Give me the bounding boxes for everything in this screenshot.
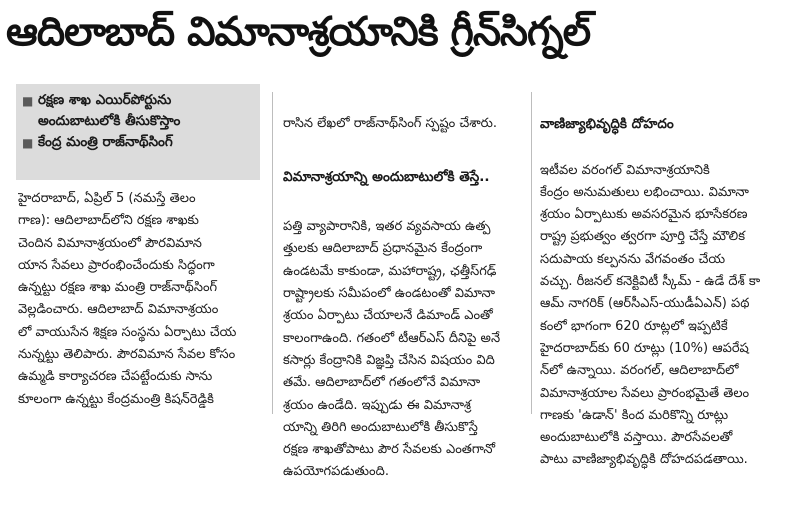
square-bullet-icon: ■ [22,136,34,150]
column-divider [272,92,273,414]
headline: ఆదిలాబాద్ విమానాశ్రయానికి గ్రీన్‌సిగ్నల్ [6,9,591,55]
left-column-body: హైదరాబాద్, ఏప్రిల్ 5 (నమస్తే తెలం గాణ): ఆదిలాబాద్‌లోని రక్షణ శాఖకు చెందిన విమానాశ్రయంలో పౌరవిమాన యాన సేవలు ప్రారంభించేందుకు సిద్ధంగా ఉన్నట్టు రక్షణ శాఖ మంత్రి రాజ్‌నాథ్‌సింగ్ వెల్లడించారు. ఆదిలాబాద్ విమానాశ్రయం లో వాయుసేన శిక్షణ సంస్థను ఏర్పాటు చేయ నున్నట్టు తెలిపారు. పౌరవిమాన సేవల కోసం ఉమ్మడి కార్యాచరణ చేపట్టేందుకు సాను కూలంగా ఉన్నట్టు కేంద్రమంత్రి కిషన్‌రెడ్డికి [18,191,237,407]
highlight-item [22,132,254,154]
square-bullet-icon: ■ [22,94,34,108]
middle-column [283,91,525,506]
highlights-box [16,84,260,180]
right-column [540,91,784,494]
highlight-text: రక్షణ శాఖ ఎయిర్‌పోర్టును అందుబాటులోకి తీసుకొస్తాం [38,92,181,129]
column-divider [531,92,532,414]
highlight-text: కేంద్ర మంత్రి రాజ్‌నాథ్‌సింగ్ [38,134,173,150]
middle-column-body: పత్తి వ్యాపారానికి, ఇతర వ్యవసాయ ఉత్ప త్తులకు ఆదిలాబాద్ ప్రధానమైన కేంద్రంగా ఉండటమే కాకుండా, మహారాష్ట్ర, ఛత్తీస్‌గఢ్ రాష్ట్రాలకు సమీపంలో ఉండటంతో విమానా శ్రయం ఏర్పాటు చేయాలనే డిమాండ్ ఎంతో కాలంగాఉంది. గతంలో టీఆర్‌ఎస్ దీనిపై అనే కసార్లు కేంద్రానికి విజ్ఞప్తి చేసిన విషయం విది తమే. ఆదిలాబాద్‌లో గతంలోనే విమానా శ్రయం ఉండేది. ఇప్పుడు ఈ విమానాశ్ర యాన్ని తిరిగి అందుబాటులోకి తీసుకొస్తే రక్షణ శాఖతోపాటు పౌర సేవలకు ఎంతగానో ఉపయోగపడుతుంది. [283,219,501,480]
highlight-item [22,90,254,132]
right-column-subhead: వాణిజ్యాభివృద్ధికి దోహదం [540,116,674,133]
middle-column-subhead: విమానాశ్రయాన్ని అందుబాటులోకి తెస్తే.. [283,168,490,185]
middle-column-lead: రాసిన లేఖలో రాజ్‌నాథ్‌సింగ్ స్పష్టం చేశారు. [283,116,498,132]
right-column-body: ఇటీవల వరంగల్ విమానాశ్రయానికి కేంద్రం అనుమతులు లభించాయి. విమానా శ్రయం ఏర్పాటుకు అవసరమైన భూసేకరణ రాష్ట్ర ప్రభుత్వం త్వరగా పూర్తి చేస్తే మౌలిక సదుపాయ కల్పనను వేగవంతం చేయ వచ్చు. రీజనల్ కనెక్టివిటీ స్కీమ్ - ఉడే దేశ్ కా ఆమ్ నాగరిక్ (ఆర్‌సీఎస్-యుడీఏఎన్) పథ కంలో భాగంగా 620 రూట్లలో ఇప్పటికే హైదరాబాద్‌కు 60 రూట్లు (10%) ఆపరేష న్‌లో ఉన్నాయి. వరంగల్, ఆదిలాబాద్‌లో విమానాశ్రయాల సేవలు ప్రారంభమైతే తెలం గాణకు 'ఉడాన్' కింద మరికొన్ని రూట్లు అందుబాటులోకి వస్తాయి. పౌరసేవలతో పాటు వాణిజ్యాభివృద్ధికి దోహదపడతాయి. [540,162,761,468]
